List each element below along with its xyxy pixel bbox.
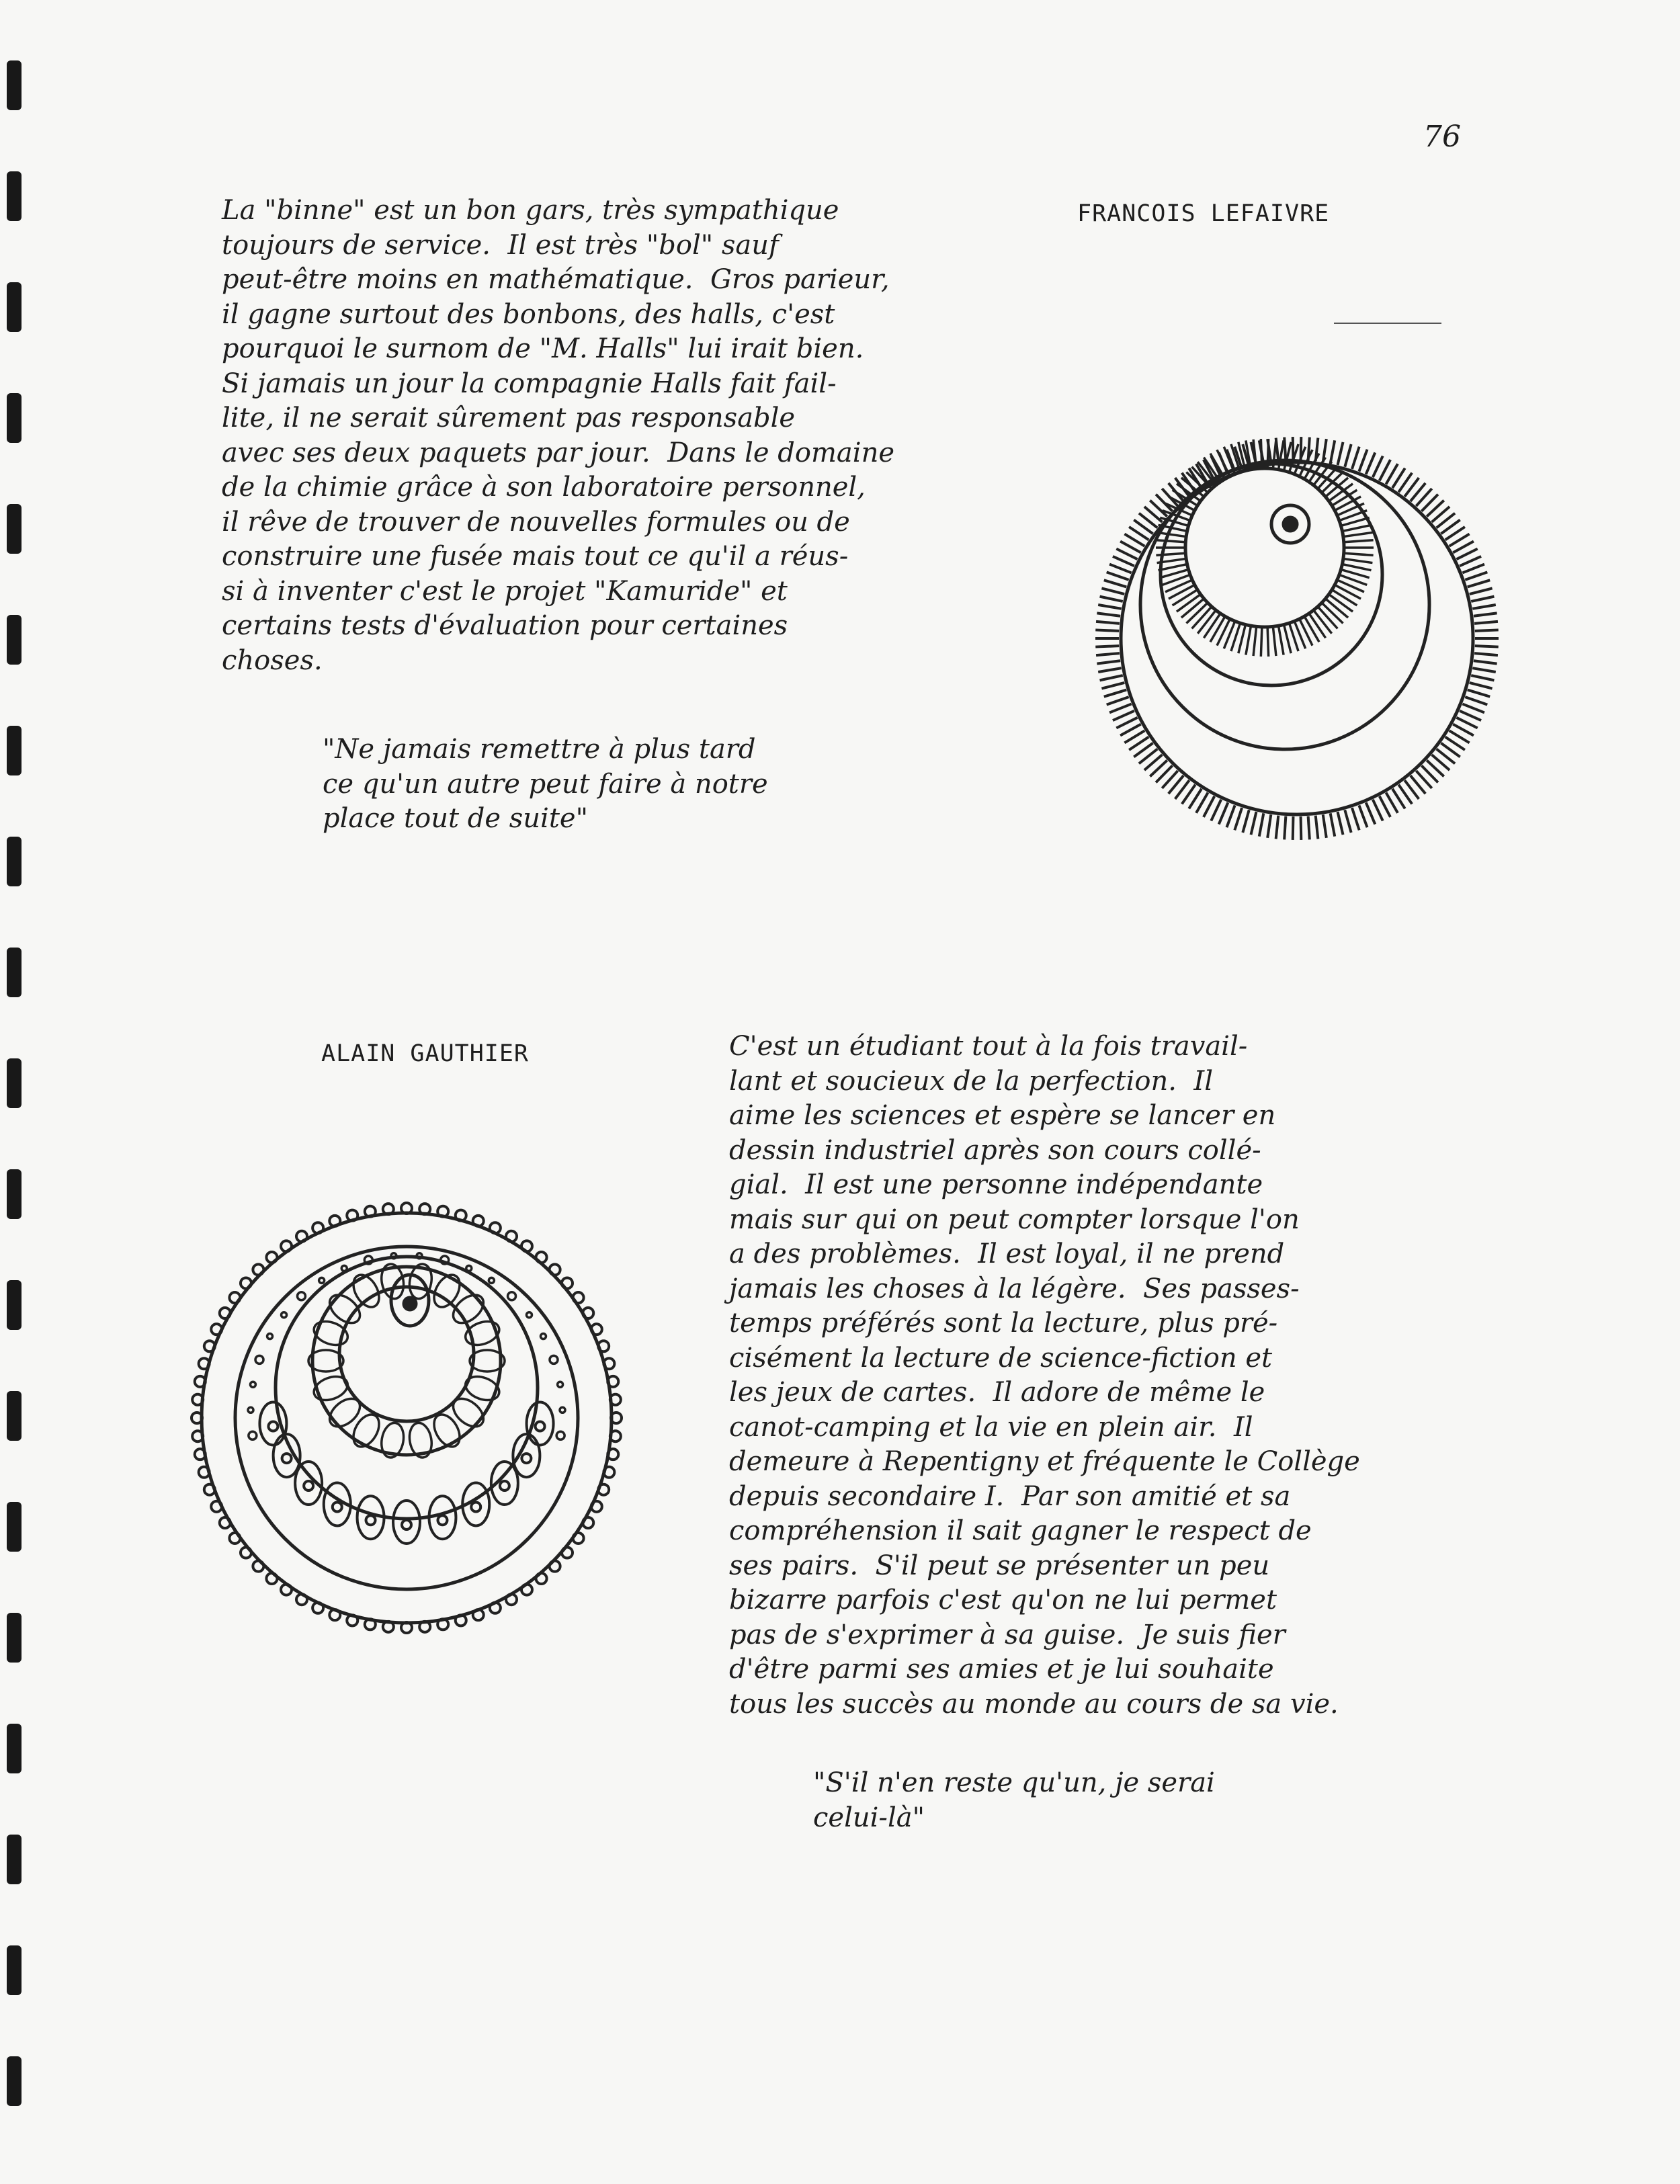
inner-ray <box>1284 626 1291 653</box>
oval-dot <box>366 1515 376 1525</box>
inner-ray <box>1177 595 1200 612</box>
outer-ray <box>1474 653 1498 655</box>
ring-dot <box>250 1382 255 1387</box>
outer-ray <box>1359 450 1367 472</box>
inner-ray <box>1345 532 1373 536</box>
outer-ray <box>1107 697 1129 705</box>
petal <box>348 1271 384 1312</box>
inner-ray <box>1345 559 1373 563</box>
inner-ray <box>1267 439 1268 467</box>
outer-ray <box>1471 597 1494 601</box>
outer-ray <box>1345 444 1351 467</box>
core-ring <box>1185 468 1344 627</box>
inner-ray <box>1333 591 1357 605</box>
binder-hole <box>7 1058 22 1108</box>
outer-ray <box>1373 800 1383 821</box>
scallop <box>536 1252 547 1263</box>
student-name: ALAIN GAUTHIER <box>321 1040 530 1067</box>
binder-hole <box>7 837 22 886</box>
outer-ray <box>1308 816 1310 839</box>
oval-dot <box>521 1454 531 1463</box>
inner-ray <box>1156 553 1184 555</box>
scallop <box>253 1561 263 1572</box>
inner-ray <box>1253 628 1256 656</box>
binder-hole <box>7 1724 22 1773</box>
scallop <box>266 1252 277 1263</box>
binder-hole <box>7 1835 22 1884</box>
inner-ray <box>1322 603 1343 623</box>
binder-hole <box>7 1502 22 1552</box>
outer-ray <box>1096 653 1120 655</box>
outer-ray <box>1331 813 1335 836</box>
outer-ray <box>1104 690 1127 697</box>
outer-ray <box>1243 810 1249 833</box>
scallop <box>241 1277 251 1288</box>
inner-ray <box>1204 614 1219 638</box>
ring-dot <box>508 1292 516 1300</box>
outer-ray <box>1301 816 1302 840</box>
ring-dot <box>319 1277 325 1283</box>
outer-ray <box>1359 805 1367 827</box>
outer-ray <box>1331 440 1335 463</box>
bio-paragraph: C'est un étudiant tout à la fois travail- lant et soucieux de la perfection. Il aime les sciences et espère se lancer en dessin industriel après son cours collé- gial. Il est une personne indépendante mais sur qui on peut compter lorsque l'on a des problèmes. Il est loyal, il ne prend jamais les choses à la légère. Ses passes- temps préférés sont la lecture, plus pré- cisément la lecture de science-fiction et les jeux de cartes. Il adore de même le canot-camping et la vie en plein air. Il demeure à Repentigny et fréquente le Collège depuis secondaire I. Par son amitié et sa compréhension il sait gagner le respect de ses pairs. S'il peut se présenter un peu bizarre parfois c'est qu'on ne lui permet pas de s'exprimer à sa guise. Je suis fier d'être parmi ses amies et je lui souhaite tous les succès au monde au cours de sa vie. <box>729 1031 1360 1720</box>
inner-ray <box>1327 599 1348 618</box>
ring-dot <box>550 1355 558 1363</box>
outer-ray <box>1470 588 1493 594</box>
binder-hole <box>7 1945 22 1995</box>
ring-dot <box>489 1277 494 1283</box>
outer-ray <box>1366 452 1376 474</box>
outer-ray <box>1259 813 1264 836</box>
inner-ray <box>1173 591 1197 605</box>
scallop <box>550 1561 560 1572</box>
sunburst-drawing-icon <box>1089 410 1519 853</box>
ring-dot <box>248 1407 253 1413</box>
outer-ray <box>1373 456 1383 478</box>
inner-ray <box>1186 603 1206 623</box>
binder-hole <box>7 171 22 221</box>
outer-ray <box>1472 605 1496 609</box>
inner-ray <box>1279 627 1284 655</box>
scallop <box>562 1277 573 1288</box>
inner-ray <box>1343 564 1371 571</box>
binder-hole <box>7 1391 22 1441</box>
inner-ray <box>1156 540 1184 542</box>
ring-dot <box>255 1355 263 1363</box>
binder-hole <box>7 60 22 110</box>
student-quote: "S'il n'en reste qu'un, je serai celui-là" <box>813 1767 1215 1833</box>
outer-ray <box>1097 661 1120 663</box>
binder-hole <box>7 1280 22 1330</box>
page-number: 76 <box>1423 120 1461 154</box>
scallop <box>266 1573 277 1584</box>
inner-ray <box>1192 607 1211 628</box>
binder-hole <box>7 393 22 443</box>
outer-ray <box>1366 802 1376 824</box>
inner-ray <box>1345 553 1374 555</box>
outer-ray <box>1219 802 1228 824</box>
ring-dot <box>556 1431 564 1439</box>
inner-ray <box>1318 607 1337 628</box>
oval-dot <box>282 1454 292 1463</box>
outer-ray <box>1284 816 1286 839</box>
outer-ray <box>1234 808 1242 830</box>
inner-ray <box>1246 627 1251 655</box>
inner-ray <box>1210 618 1224 642</box>
inner-ray <box>1267 628 1268 657</box>
outer-ray <box>1323 814 1327 838</box>
outer-ray <box>1100 675 1123 680</box>
outer-ray <box>1338 812 1343 835</box>
inner-ray <box>1198 612 1215 634</box>
outer-ray <box>1251 812 1256 835</box>
outer-ray <box>1113 711 1134 720</box>
binder-hole <box>7 726 22 775</box>
outer-ray <box>1468 580 1490 587</box>
outer-ray <box>1316 816 1318 839</box>
oval-dot <box>536 1421 545 1431</box>
binder-hole <box>7 615 22 665</box>
ring-dot <box>297 1292 305 1300</box>
oval-dot <box>471 1502 480 1511</box>
outer-ray <box>1474 622 1498 624</box>
ring-dot <box>558 1382 563 1387</box>
oval-seed <box>527 1402 554 1445</box>
scallop <box>550 1264 560 1275</box>
oval-dot <box>268 1421 278 1431</box>
ring-dot <box>267 1334 273 1339</box>
inner-ray <box>1330 595 1353 612</box>
outer-ray <box>1474 661 1497 663</box>
outer-ray <box>1465 572 1487 580</box>
outer-ray <box>1113 556 1134 566</box>
binder-hole <box>7 504 22 554</box>
binder-hole <box>7 282 22 332</box>
eye-dot <box>1284 517 1297 531</box>
outer-ray <box>1098 605 1122 609</box>
outer-ray <box>1293 816 1294 840</box>
inner-ray <box>1343 525 1371 531</box>
outer-ray <box>1276 816 1279 839</box>
scallop <box>562 1548 573 1558</box>
ring-dot <box>560 1407 565 1413</box>
binder-hole <box>7 948 22 997</box>
outer-ray <box>1468 690 1490 697</box>
scallop <box>241 1548 251 1558</box>
ring-dot <box>282 1312 287 1318</box>
outer-ray <box>1109 564 1132 573</box>
oval-dot <box>437 1515 447 1525</box>
outer-ray <box>1101 588 1124 594</box>
mandala-drawing-icon <box>178 1189 635 1646</box>
binder-hole <box>7 1613 22 1663</box>
outer-ray <box>1109 704 1132 713</box>
outer-ray <box>1100 597 1123 601</box>
inner-ray <box>1314 612 1332 634</box>
divider <box>1334 323 1441 324</box>
oval-dot <box>333 1502 342 1511</box>
outer-ray <box>1104 580 1127 587</box>
outer-ray <box>1096 622 1120 624</box>
outer-ray <box>1211 800 1221 821</box>
scallop <box>536 1573 547 1584</box>
outer-ray <box>1474 613 1497 616</box>
outer-ray <box>1462 704 1484 713</box>
ring-dot <box>466 1265 472 1271</box>
outer-ray <box>1345 810 1351 833</box>
outer-ray <box>1462 564 1484 573</box>
bio-paragraph: La "binne" est un bon gars, très sympathique toujours de service. Il est très "bol" sauf peut-être moins en mathématique. Gros parieur, il gagne surtout des bonbons, des halls, c'est pourquoi le surnom de "M. Halls" lui irait bien. Si jamais un jour la compagnie Halls fait fail- lite, il ne serait sûrement pas responsable avec ses deux paquets par jour. Dans le domaine de la chimie grâce à son laboratoire personnel, il rêve de trouver de nouvelles formules ou de construire une fusée mais tout ce qu'il a réus- si à inventer c'est le projet "Kamuride" et certains tests d'évaluation pour certaines choses. <box>222 195 894 676</box>
inner-ray <box>1238 626 1245 653</box>
outer-ray <box>1267 814 1271 838</box>
outer-ray <box>1465 697 1487 705</box>
inner-ray <box>1181 599 1203 618</box>
outer-ray <box>1460 711 1481 720</box>
outer-ray <box>1101 683 1124 689</box>
outer-ray <box>1352 808 1359 830</box>
binder-hole <box>7 1169 22 1219</box>
outer-ray <box>1226 805 1234 827</box>
outer-ray <box>1097 613 1120 616</box>
ring-dot <box>526 1312 532 1318</box>
center-dot <box>404 1298 416 1310</box>
outer-ray <box>1098 668 1122 672</box>
oval-seed <box>259 1402 286 1445</box>
binder-hole <box>7 2056 22 2106</box>
outer-ray <box>1352 447 1359 469</box>
student-name: FRANCOIS LEFAIVRE <box>1077 200 1330 227</box>
petal <box>429 1271 465 1312</box>
student-quote: "Ne jamais remettre à plus tard ce qu'un autre peut faire à notre place tout de suite" <box>323 734 768 834</box>
inner-ray <box>1273 628 1276 656</box>
ring-dot <box>540 1334 546 1339</box>
outer-ray <box>1107 572 1129 580</box>
inner-ray <box>1345 540 1374 542</box>
inner-ray <box>1310 614 1325 638</box>
outer-ray <box>1471 675 1494 680</box>
oval-seed <box>393 1501 420 1544</box>
outer-ray <box>1470 683 1493 689</box>
outer-ray <box>1460 556 1481 566</box>
outer-ray <box>1472 668 1496 672</box>
scallop <box>253 1264 263 1275</box>
outer-ray <box>1338 442 1343 465</box>
ring-dot <box>341 1265 347 1271</box>
inner-ray <box>1305 618 1319 642</box>
oval-dot <box>304 1481 313 1490</box>
oval-dot <box>402 1520 411 1529</box>
ring-dot <box>249 1431 257 1439</box>
oval-dot <box>500 1481 509 1490</box>
inner-ray <box>1157 532 1185 536</box>
